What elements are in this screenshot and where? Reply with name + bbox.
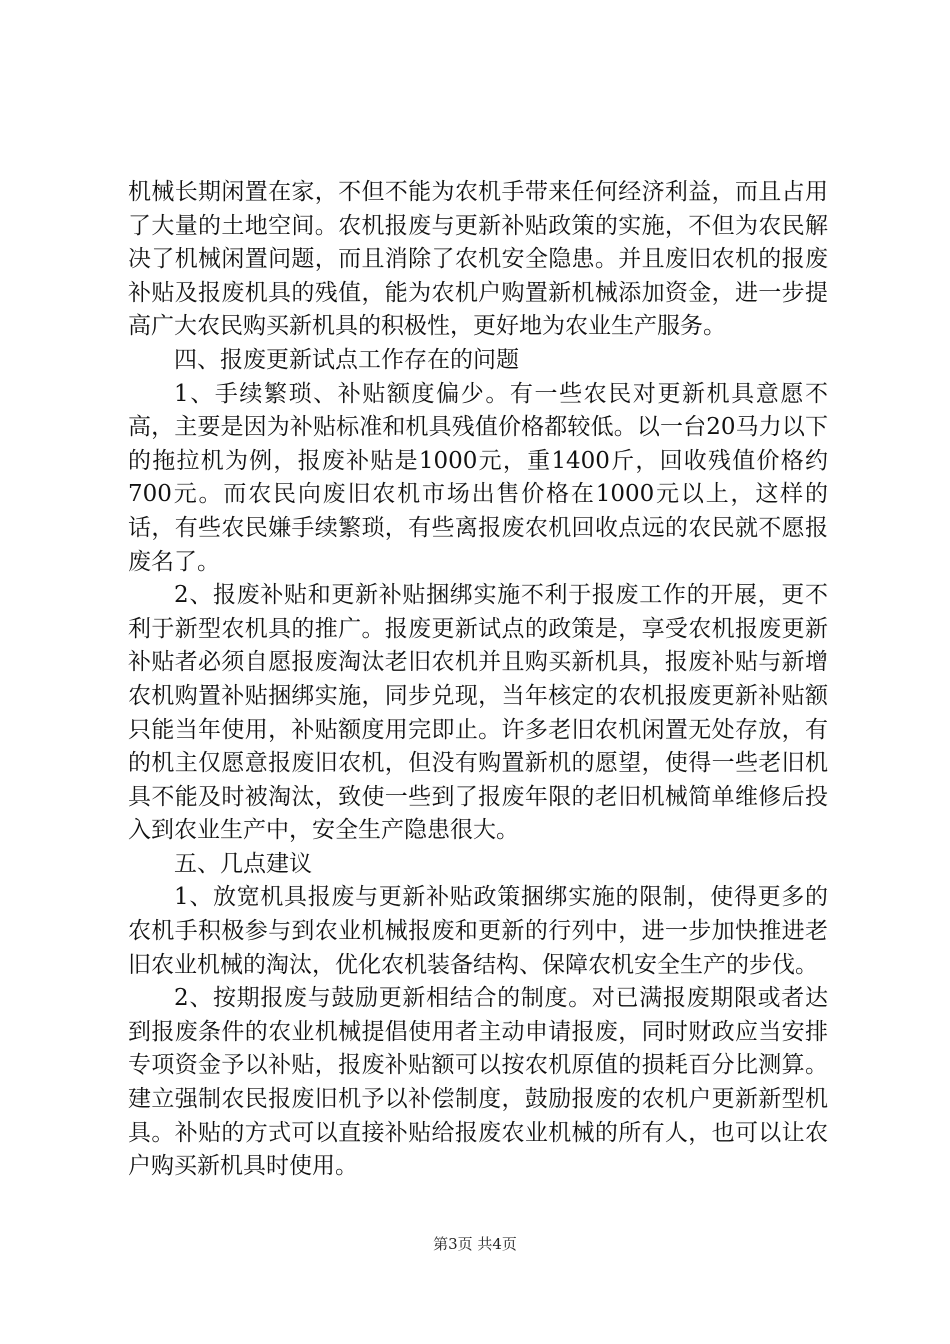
paragraph-continuation: 机械长期闲置在家，不但不能为农机手带来任何经济利益，而且占用了大量的土地空间。农机报废与更新补贴政策的实施，不但为农民解决了机械闲置问题，而且消除了农机安全隐患。并且废旧农机的报废补贴及报废机具的残值，能为农机户购置新机械添加资金，进一步提高广大农民购买新机具的积极性，更好地为农业生产服务。 <box>128 179 828 340</box>
paragraph-item: 1、放宽机具报废与更新补贴政策捆绑实施的限制，使得更多的农机手积极参与到农业机械报废和更新的行列中，进一步加快推进老旧农业机械的淘汰，优化农机装备结构、保障农机安全生产的步伐。 <box>128 884 828 978</box>
paragraph-item: 2、按期报废与鼓励更新相结合的制度。对已满报废期限或者达到报废条件的农业机械提倡使用者主动申请报废，同时财政应当安排专项资金予以补贴，报废补贴额可以按农机原值的损耗百分比测算。建立强制农民报废旧机予以补偿制度，鼓励报废的农机户更新新型机具。补贴的方式可以直接补贴给报废农业机械的所有人，也可以让农户购买新机具时使用。 <box>128 985 828 1180</box>
section-heading-4: 四、报废更新试点工作存在的问题 <box>174 346 519 373</box>
page-number-footer: 第3页 共4页 <box>433 1235 517 1253</box>
document-body <box>128 176 828 1184</box>
section-heading-5: 五、几点建议 <box>174 850 312 877</box>
paragraph-item: 2、报废补贴和更新补贴捆绑实施不利于报废工作的开展，更不利于新型农机具的推广。报废更新试点的政策是，享受农机报废更新补贴者必须自愿报废淘汰老旧农机并且购买新机具，报废补贴与新增农机购置补贴捆绑实施，同步兑现，当年核定的农机报废更新补贴额只能当年使用，补贴额度用完即止。许多老旧农机闲置无处存放，有的机主仅愿意报废旧农机，但没有购置新机的愿望，使得一些老旧机具不能及时被淘汰，致使一些到了报废年限的老旧机械简单维修后投入到农业生产中，安全生产隐患很大。 <box>128 582 828 844</box>
paragraph-item: 1、手续繁琐、补贴额度偏少。有一些农民对更新机具意愿不高，主要是因为补贴标准和机具残值价格都较低。以一台20马力以下的拖拉机为例，报废补贴是1000元，重1400斤，回收残值价格约700元。而农民向废旧农机市场出售价格在1000元以上，这样的话，有些农民嫌手续繁琐，有些离报废农机回收点远的农民就不愿报废名了。 <box>128 380 828 575</box>
